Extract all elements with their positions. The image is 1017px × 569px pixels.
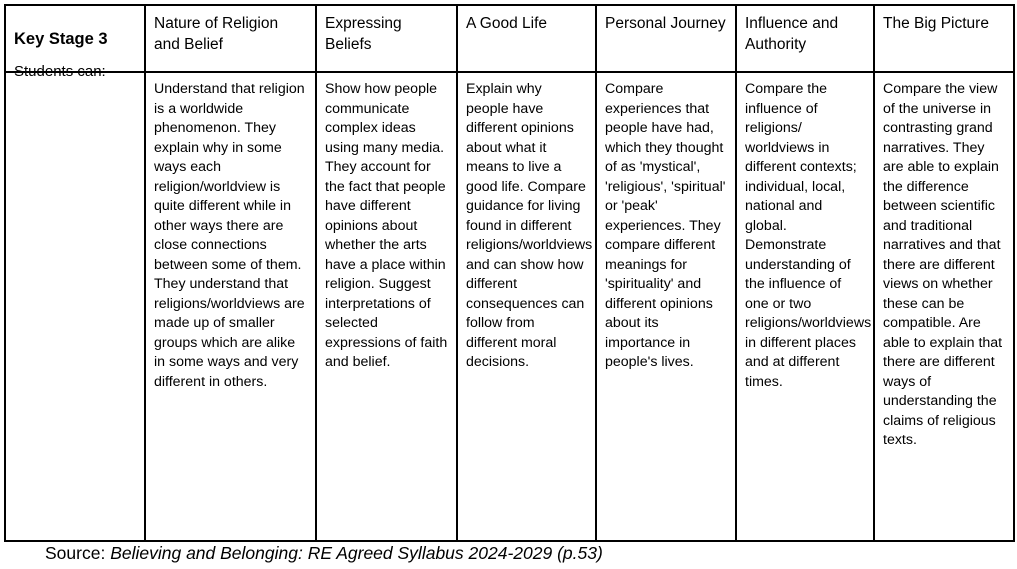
cell-influence-authority: Compare the influence of religions/ worldviews in different contexts; individual, local, national and global. Demonstrate understanding of the influence of one or two religions/worldviews in different places and at different times. bbox=[736, 72, 874, 541]
source-prefix: Source: bbox=[45, 543, 111, 563]
cell-expressing-beliefs: Show how people communicate complex ideas using many media. They account for the fact that people have different opinions about whether the arts have a place within religion. Suggest interpretations of selected expressions of faith and belief. bbox=[316, 72, 457, 541]
row-label-subtitle: Students can: bbox=[14, 63, 106, 80]
cell-personal-journey: Compare experiences that people have had, which they thought of as 'mystical', 'religious', 'spiritual' or 'peak' experiences. They compare different meanings for 'spirituality' and different opinions about its importance in people's lives. bbox=[596, 72, 736, 541]
syllabus-table bbox=[4, 4, 1015, 542]
header-row bbox=[5, 5, 1014, 72]
column-header-nature-of-religion: Nature of Religion and Belief bbox=[145, 5, 316, 72]
column-header-expressing-beliefs: Expressing Beliefs bbox=[316, 5, 457, 72]
column-header-influence-authority: Influence and Authority bbox=[736, 5, 874, 72]
column-header-a-good-life: A Good Life bbox=[457, 5, 596, 72]
row-label-title: Key Stage 3 bbox=[14, 30, 108, 48]
source-citation bbox=[45, 543, 603, 564]
cell-nature-of-religion: Understand that religion is a worldwide phenomenon. They explain why in some ways each religion/worldview is quite different while in other ways there are close connections between some of them. They understand that religions/worldviews are made up of smaller groups which are alike in some ways and very different in others. bbox=[145, 72, 316, 541]
column-header-big-picture: The Big Picture bbox=[874, 5, 1014, 72]
cell-a-good-life: Explain why people have different opinions about what it means to live a good life. Compare guidance for living found in different religions/worldviews and can show how different consequences can follow from different moral decisions. bbox=[457, 72, 596, 541]
source-title: Believing and Belonging: RE Agreed Syllabus 2024-2029 (p.53) bbox=[110, 543, 603, 563]
key-stage-3-row bbox=[5, 72, 1014, 541]
row-label-cell bbox=[5, 30, 145, 541]
cell-big-picture: Compare the view of the universe in contrasting grand narratives. They are able to explain the difference between scientific and traditional narratives and that there are different views on whether these can be compatible. Are able to explain that there are different ways of understanding the claims of religious texts. bbox=[874, 72, 1014, 541]
column-header-personal-journey: Personal Journey bbox=[596, 5, 736, 72]
